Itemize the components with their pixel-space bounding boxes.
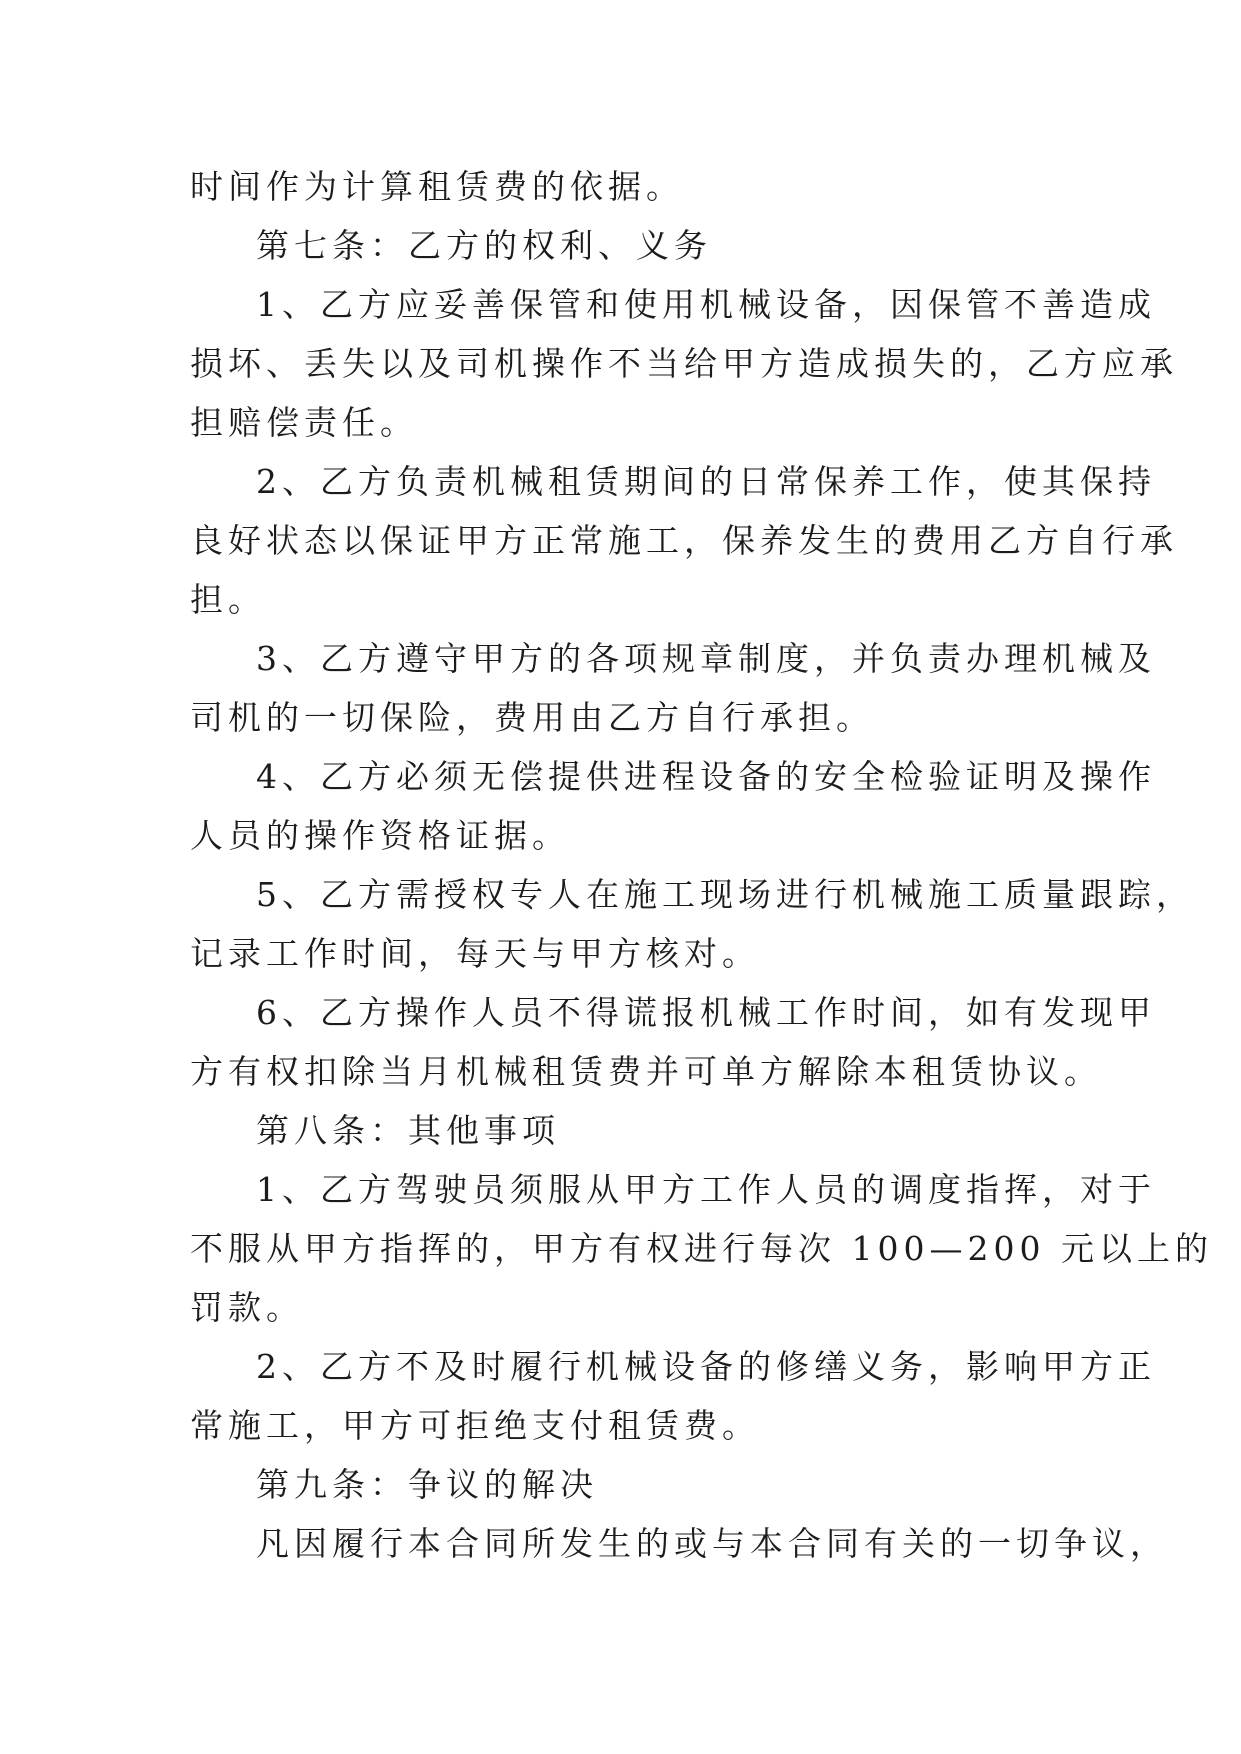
text-line: 方有权扣除当月机械租赁费并可单方解除本租赁协议。 — [190, 1052, 1102, 1091]
text-line: 司机的一切保险，费用由乙方自行承担。 — [190, 698, 874, 737]
text-line: 不服从甲方指挥的，甲方有权进行每次 100—200 元以上的 — [190, 1229, 1213, 1268]
text-line: 良好状态以保证甲方正常施工，保养发生的费用乙方自行承 — [190, 521, 1178, 560]
text-line: 损坏、丢失以及司机操作不当给甲方造成损失的，乙方应承 — [190, 344, 1178, 383]
document-body — [190, 157, 1213, 1573]
text-line: 担赔偿责任。 — [190, 403, 418, 442]
text-line: 常施工，甲方可拒绝支付租赁费。 — [190, 1406, 760, 1445]
text-line: 罚款。 — [190, 1288, 304, 1327]
text-line: 1、乙方应妥善保管和使用机械设备，因保管不善造成 — [256, 285, 1156, 324]
text-line: 2、乙方不及时履行机械设备的修缮义务，影响甲方正 — [256, 1347, 1156, 1386]
text-line: 记录工作时间，每天与甲方核对。 — [190, 934, 760, 973]
text-line: 人员的操作资格证据。 — [190, 816, 570, 855]
text-line: 6、乙方操作人员不得谎报机械工作时间，如有发现甲 — [256, 993, 1156, 1032]
text-line: 5、乙方需授权专人在施工现场进行机械施工质量跟踪， — [256, 875, 1194, 914]
article-7-heading: 第七条：乙方的权利、义务 — [256, 226, 712, 265]
text-line: 凡因履行本合同所发生的或与本合同有关的一切争议， — [256, 1524, 1168, 1563]
text-line: 担。 — [190, 580, 266, 619]
text-line: 时间作为计算租赁费的依据。 — [190, 167, 684, 206]
text-line: 4、乙方必须无偿提供进程设备的安全检验证明及操作 — [256, 757, 1156, 796]
text-line: 1、乙方驾驶员须服从甲方工作人员的调度指挥，对于 — [256, 1170, 1156, 1209]
text-line: 2、乙方负责机械租赁期间的日常保养工作，使其保持 — [256, 462, 1156, 501]
article-8-heading: 第八条：其他事项 — [256, 1111, 560, 1150]
text-line: 3、乙方遵守甲方的各项规章制度，并负责办理机械及 — [256, 639, 1156, 678]
article-9-heading: 第九条：争议的解决 — [256, 1465, 598, 1504]
